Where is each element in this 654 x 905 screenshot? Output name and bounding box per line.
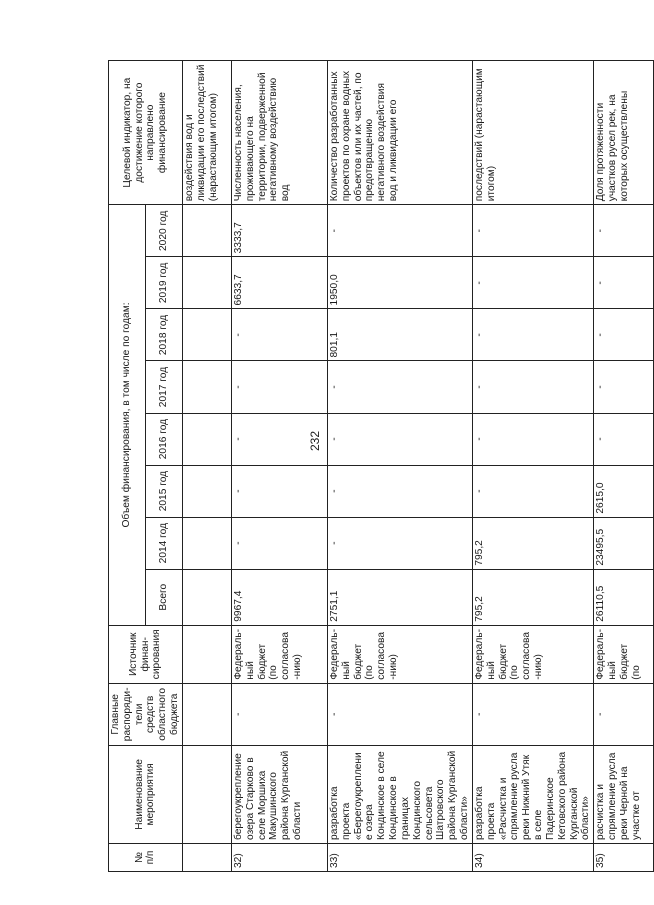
row-indicator: последствий (нарастающим итогом) — [472, 61, 593, 205]
page-number: 232 — [308, 430, 322, 452]
row-2015: 2615,0 — [594, 465, 654, 517]
row-source: Федераль-ный бюджет (по согласова-нию) — [231, 625, 327, 683]
row-2020: - — [594, 205, 654, 257]
row-source: Федераль-ный бюджет (по согласова-нию) — [472, 625, 593, 683]
row-indicator: Количество разработанных проектов по охране водных объектов или их частей, по предотвращению негативного воздействия вод и ликвидации его — [327, 61, 472, 205]
header-admin: Главные распоряди-тели средств областного бюджета — [109, 683, 183, 745]
row-source: Федераль-ный бюджет (по согласова-нию) — [327, 625, 472, 683]
header-row-top — [109, 61, 146, 872]
rotated-table-container — [108, 60, 642, 872]
header-name: Наименование мероприятия — [109, 745, 183, 843]
row-2017: - — [594, 361, 654, 413]
row-2020: - — [327, 205, 472, 257]
row-total: 2751,1 — [327, 569, 472, 625]
row-2017: - — [231, 361, 327, 413]
row-2017: - — [327, 361, 472, 413]
row-2016: - — [327, 413, 472, 465]
row-num: 34) — [472, 843, 593, 871]
header-2014: 2014 год — [145, 517, 182, 569]
row-total: 795,2 — [472, 569, 593, 625]
row-2018: - — [472, 309, 593, 361]
row-admin: - — [594, 683, 654, 745]
header-total: Всего — [145, 569, 182, 625]
row-2018: 801,1 — [327, 309, 472, 361]
header-num: № п/п — [109, 843, 183, 871]
row-2015: - — [231, 465, 327, 517]
financing-table — [108, 60, 654, 872]
row-2014: - — [231, 517, 327, 569]
row-name: разработка проекта «Берегоукрепление озера Кондинское в селе Кондинское в границах Кондинского сельсовета Шатровского района Курганской области» — [327, 745, 472, 843]
row-2019: 6633,7 — [231, 257, 327, 309]
continuation-indicator: воздействия вод и ликвидации его последствий (нарастающим итогом) — [182, 61, 231, 205]
row-2016: - — [231, 413, 327, 465]
table-row — [327, 61, 472, 872]
table-row — [231, 61, 327, 872]
row-2019: 1950,0 — [327, 257, 472, 309]
continuation-row — [182, 61, 231, 872]
row-admin: - — [231, 683, 327, 745]
header-2015: 2015 год — [145, 465, 182, 517]
row-num: 33) — [327, 843, 472, 871]
row-name: берегоукрепление озера Старково в селе Моршиха Макушинского района Курганской области — [231, 745, 327, 843]
header-volume: Объем финансирования, в том числе по годам: — [109, 205, 146, 625]
row-2014: - — [327, 517, 472, 569]
row-name: разработка проекта «Расчистка и спрямление русла реки Нижний Утяк в селе Падеринское Кетовского района Курганской области» — [472, 745, 593, 843]
row-2019: - — [472, 257, 593, 309]
row-total: 9967,4 — [231, 569, 327, 625]
row-source: Федераль-ный бюджет (по — [594, 625, 654, 683]
row-2014: 23495,5 — [594, 517, 654, 569]
row-2016: - — [594, 413, 654, 465]
row-indicator: Численность населения, проживающего на территории, подверженной негативному воздействию вод — [231, 61, 327, 205]
row-2020: 3333,7 — [231, 205, 327, 257]
row-admin: - — [327, 683, 472, 745]
row-total: 26110,5 — [594, 569, 654, 625]
row-indicator: Доля протяженности участков русел рек, на которых осуществлены — [594, 61, 654, 205]
row-2019: - — [594, 257, 654, 309]
row-2015: - — [327, 465, 472, 517]
header-2018: 2018 год — [145, 309, 182, 361]
row-2015: - — [472, 465, 593, 517]
row-num: 32) — [231, 843, 327, 871]
row-2018: - — [594, 309, 654, 361]
header-2017: 2017 год — [145, 361, 182, 413]
row-num: 35) — [594, 843, 654, 871]
row-2016: - — [472, 413, 593, 465]
table-row — [594, 61, 654, 872]
row-2020: - — [472, 205, 593, 257]
row-2018: - — [231, 309, 327, 361]
header-2020: 2020 год — [145, 205, 182, 257]
header-indicator: Целевой индикатор, на достижение которого направлено финансирование — [109, 61, 183, 205]
table-row — [472, 61, 593, 872]
header-source: Источник финан-сирования — [109, 625, 183, 683]
header-2019: 2019 год — [145, 257, 182, 309]
row-2014: 795,2 — [472, 517, 593, 569]
header-2016: 2016 год — [145, 413, 182, 465]
row-name: расчистка и спрямление русла реки Черной на участке от — [594, 745, 654, 843]
row-admin: - — [472, 683, 593, 745]
row-2017: - — [472, 361, 593, 413]
